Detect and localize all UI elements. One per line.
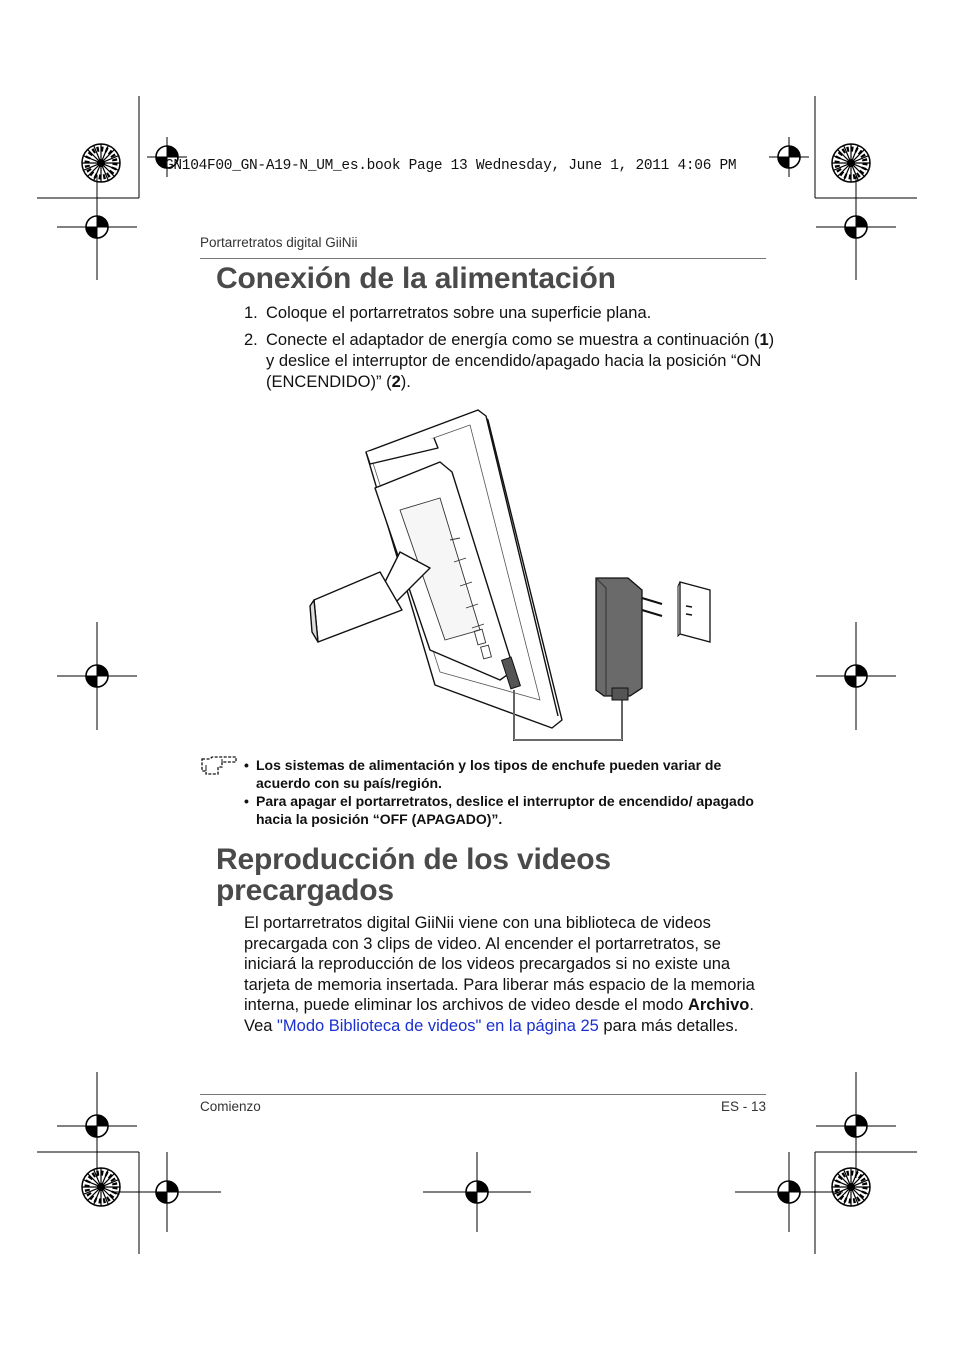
section-title-power: Conexión de la alimentación: [216, 262, 616, 295]
bullet: •: [244, 757, 249, 773]
body-paragraph: El portarretratos digital GiiNii viene con una biblioteca de videos precargada con 3 clips de video. Al encender el portarretratos, se iniciará la reproducción de los videos precargados si no existe una tarjeta de memoria insertada. Para liberar más espacio de la memoria interna, puede eliminar los archivos de video desde el modo Archivo. Vea "Modo Biblioteca de videos" en la página 25 para más detalles.: [244, 914, 755, 1035]
power-connection-illustration: [300, 400, 720, 750]
footer-chapter: Comienzo: [200, 1099, 261, 1114]
note-text: Los sistemas de alimentación y los tipos de enchufe pueden variar de acuerdo con su país/región.: [256, 757, 722, 791]
section-title-preloaded-videos-line1: Reproducción de los videos: [216, 843, 611, 876]
section-title-preloaded-videos-line2: precargados: [216, 874, 394, 907]
page-number: ES - 13: [720, 1099, 766, 1114]
step-number: 2.: [244, 331, 258, 349]
running-title: Portarretratos digital GiiNii: [200, 235, 358, 250]
cross-reference-link[interactable]: "Modo Biblioteca de videos" en la página 25: [277, 1016, 599, 1035]
bullet: •: [244, 793, 249, 809]
note-pointing-hand-icon: [200, 755, 242, 777]
mode-name: Archivo: [687, 996, 750, 1015]
step-number: 1.: [244, 304, 258, 322]
callout-number: 1: [759, 331, 769, 349]
note-text: Para apagar el portarretratos, deslice el interruptor de encendido/ apagado hacia la posición “OFF (APAGADO)”.: [256, 793, 754, 827]
header-rule: [200, 258, 766, 259]
footer-rule: [200, 1094, 766, 1095]
step-text: Conecte el adaptador de energía como se muestra a continuación (1) y deslice el interruptor de encendido/apagado hacia la posición “ON (ENCENDIDO)” (2).: [266, 331, 775, 391]
callout-number: 2: [391, 373, 401, 391]
print-slug: GN104F00_GN-A19-N_UM_es.book Page 13 Wednesday, June 1, 2011 4:06 PM: [165, 158, 737, 174]
step-text: Coloque el portarretratos sobre una superficie plana.: [266, 304, 652, 322]
